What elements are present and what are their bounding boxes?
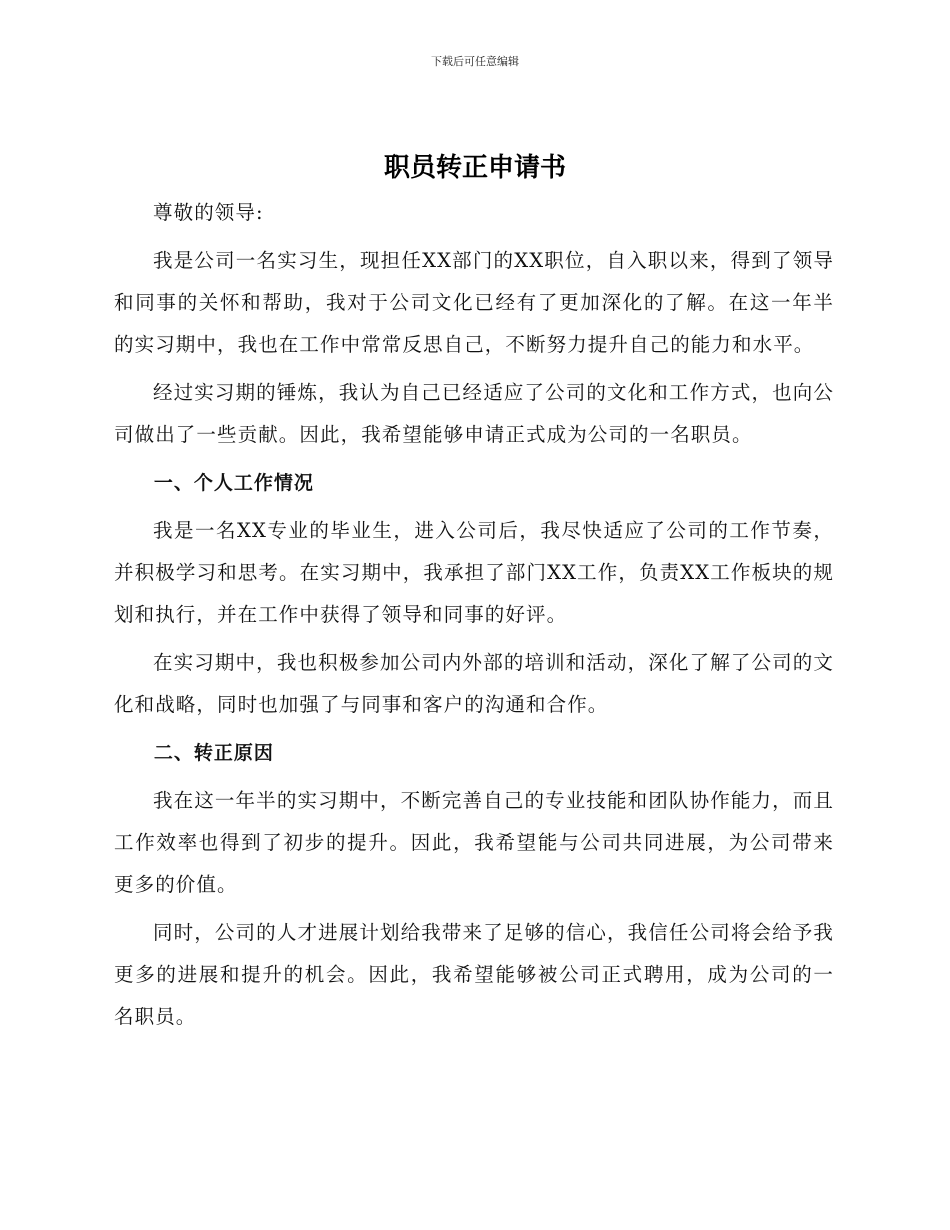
body-paragraph: 我是公司一名实习生，现担任XX部门的XX职位，自入职以来，得到了领导和同事的关怀和帮助，我对于公司文化已经有了更加深化的了解。在这一年半的实习期中，我也在工作中常常反思自己，不断努力提升自己的能力和水平。 <box>114 249 834 356</box>
body-paragraph: 我是一名XX专业的毕业生，进入公司后，我尽快适应了公司的工作节奏，并积极学习和思考。在实习期中，我承担了部门XX工作，负责XX工作板块的规划和执行，并在工作中获得了领导和同事的好评。 <box>114 519 834 626</box>
section-heading-reason: 二、转正原因 <box>153 742 274 764</box>
section-heading-work: 一、个人工作情况 <box>153 472 314 494</box>
body-paragraph: 在实习期中，我也积极参加公司内外部的培训和活动，深化了解了公司的文化和战略，同时也加强了与同事和客户的沟通和合作。 <box>114 651 834 716</box>
document-body <box>114 192 834 1038</box>
page-header-note: 下载后可任意编辑 <box>431 55 519 68</box>
document-title: 职员转正申请书 <box>383 153 566 183</box>
salutation: 尊敬的领导: <box>153 201 264 224</box>
body-paragraph: 同时，公司的人才进展计划给我带来了足够的信心，我信任公司将会给予我更多的进展和提升的机会。因此，我希望能够被公司正式聘用，成为公司的一名职员。 <box>114 921 834 1028</box>
body-paragraph: 经过实习期的锤炼，我认为自己已经适应了公司的文化和工作方式，也向公司做出了一些贡献。因此，我希望能够申请正式成为公司的一名职员。 <box>114 381 834 446</box>
body-paragraph: 我在这一年半的实习期中，不断完善自己的专业技能和团队协作能力，而且工作效率也得到了初步的提升。因此，我希望能与公司共同进展，为公司带来更多的价值。 <box>114 789 834 896</box>
